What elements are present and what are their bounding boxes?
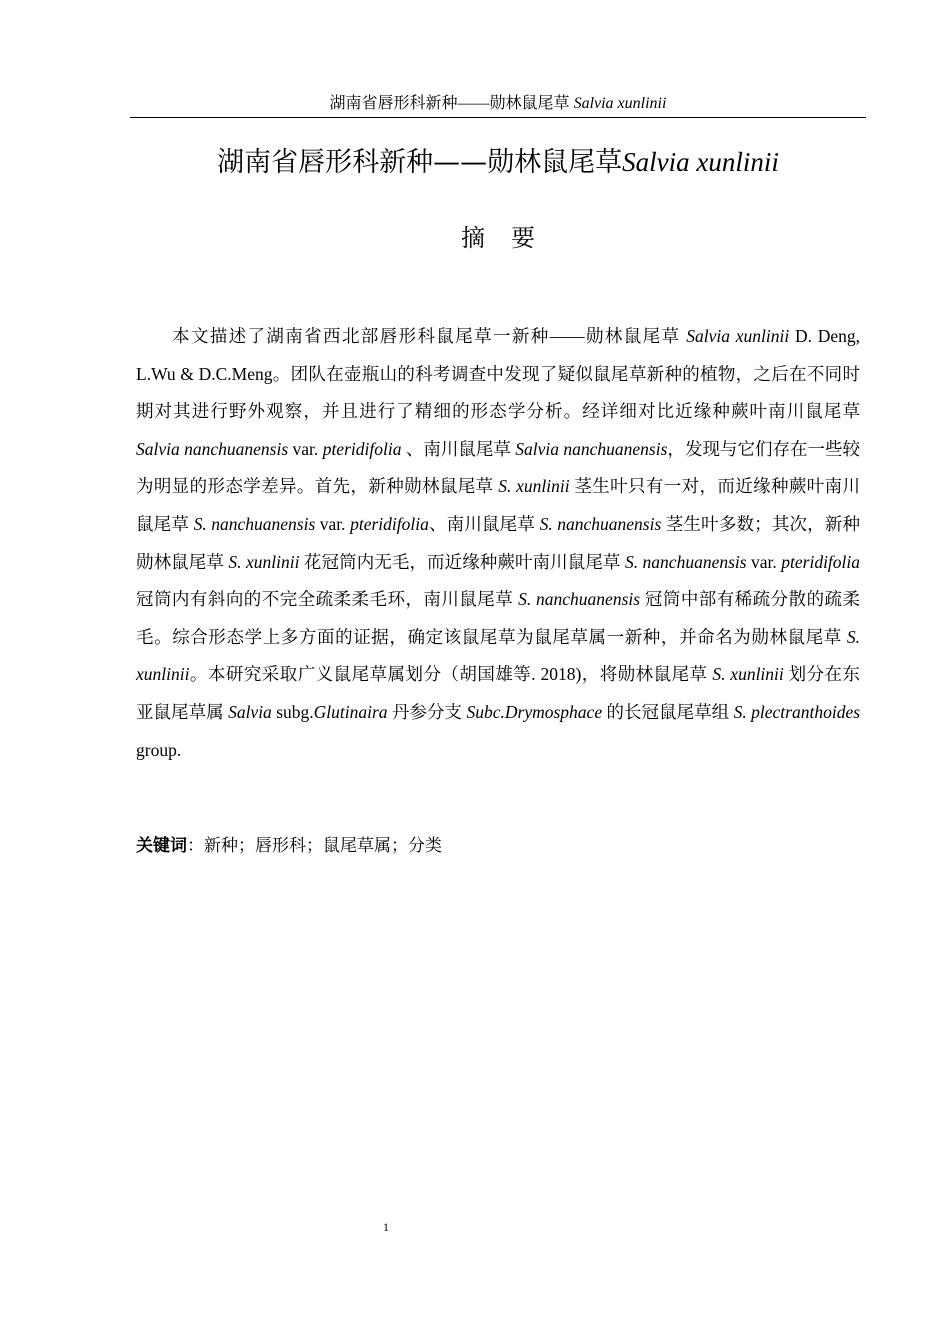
abstract-text: 茎生叶只有一对，而近缘种蕨叶南川鼠尾草 bbox=[136, 476, 860, 534]
abstract-text: 的长冠鼠尾草组 bbox=[602, 701, 734, 722]
abstract-latin-name: S. xunlinii bbox=[712, 664, 784, 685]
abstract-latin-name: Salvia xunlinii bbox=[686, 326, 790, 346]
running-header bbox=[130, 94, 866, 114]
abstract-text: 冠筒内有斜向的不完全疏柔柔毛环，南川鼠尾草 bbox=[136, 589, 519, 610]
abstract-latin-name: S. nanchuanensis bbox=[624, 551, 747, 572]
abstract-latin-name: Glutinaira bbox=[313, 701, 388, 722]
abstract-latin-name: pteridifolia bbox=[350, 513, 429, 534]
page-number: 1 bbox=[383, 1220, 389, 1234]
abstract-latin-name: Salvia nanchuanensis bbox=[136, 438, 289, 459]
abstract-text: 、南川鼠尾草 bbox=[428, 513, 540, 534]
abstract-text: var. bbox=[288, 438, 323, 459]
keywords-label: 关键词 bbox=[136, 836, 187, 856]
abstract-text: 、南川鼠尾草 bbox=[401, 438, 516, 459]
abstract-latin-name: Salvia nanchuanensis bbox=[515, 438, 668, 459]
abstract-text: 本文描述了湖南省西北部唇形科鼠尾草一新种——勋林鼠尾草 bbox=[172, 326, 687, 346]
abstract-latin-name: S. xunlinii bbox=[228, 551, 300, 572]
header-rule bbox=[130, 117, 866, 118]
running-header-latin: Salvia xunlinii bbox=[573, 95, 667, 112]
abstract-text: var. bbox=[315, 513, 351, 534]
keywords-separator: ： bbox=[187, 836, 204, 855]
abstract-latin-name: S. xunlinii bbox=[498, 476, 570, 497]
abstract-text: 。本研究采取广义鼠尾草属划分（胡国雄等. 2018)，将勋林鼠尾草 bbox=[189, 664, 713, 685]
abstract-latin-name: pteridifolia bbox=[322, 438, 402, 459]
abstract-text: ，发现与它们存在一些较为明显的形态学差异。首先，新种勋林鼠尾草 bbox=[136, 438, 861, 497]
title-latin: Salvia xunlinii bbox=[622, 147, 779, 177]
abstract-body bbox=[136, 318, 860, 769]
title-cn: 湖南省唇形科新种——勋林鼠尾草 bbox=[217, 147, 623, 178]
abstract-text: var. bbox=[746, 551, 782, 572]
abstract-latin-name: pteridifolia bbox=[781, 551, 861, 572]
abstract-latin-name: S. xunlinii bbox=[136, 626, 860, 685]
abstract-text: 划分在东亚鼠尾草属 bbox=[136, 664, 861, 722]
abstract-text: 花冠筒内无毛，而近缘种蕨叶南川鼠尾草 bbox=[299, 551, 625, 572]
abstract-latin-name: S. plectranthoides bbox=[733, 701, 861, 722]
abstract-text: subg. bbox=[271, 701, 314, 722]
abstract-latin-name: S. nanchuanensis bbox=[193, 513, 316, 534]
abstract-latin-name: Subc.Drymosphace bbox=[466, 701, 603, 722]
page-title bbox=[130, 144, 866, 181]
abstract-text: 茎生叶多数；其次，新种勋林鼠尾草 bbox=[136, 513, 860, 572]
abstract-text: 冠筒中部有稀疏分散的疏柔毛。综合形态学上多方面的证据，确定该鼠尾草为鼠尾草属一新种，并命名为勋林鼠尾草 bbox=[136, 589, 860, 647]
abstract-text: 丹参分支 bbox=[387, 701, 467, 722]
abstract-text: group. bbox=[136, 739, 182, 760]
abstract-latin-name: Salvia bbox=[228, 701, 272, 722]
keywords bbox=[136, 834, 442, 858]
running-header-cn: 湖南省唇形科新种——勋林鼠尾草 bbox=[329, 95, 574, 112]
abstract-latin-name: S. nanchuanensis bbox=[539, 513, 662, 534]
abstract-text: D. Deng, L.Wu & D.C.Meng。团队在壶瓶山的科考调查中发现了疑似鼠尾草新种的植物，之后在不同时期对其进行野外观察，并且进行了精细的形态学分析。经详细对比近缘种蕨叶南川鼠尾草 bbox=[136, 326, 860, 422]
keywords-value: 新种；唇形科；鼠尾草属；分类 bbox=[204, 836, 442, 855]
abstract-heading: 摘要 bbox=[461, 224, 561, 252]
abstract-latin-name: S. nanchuanensis bbox=[518, 589, 641, 610]
